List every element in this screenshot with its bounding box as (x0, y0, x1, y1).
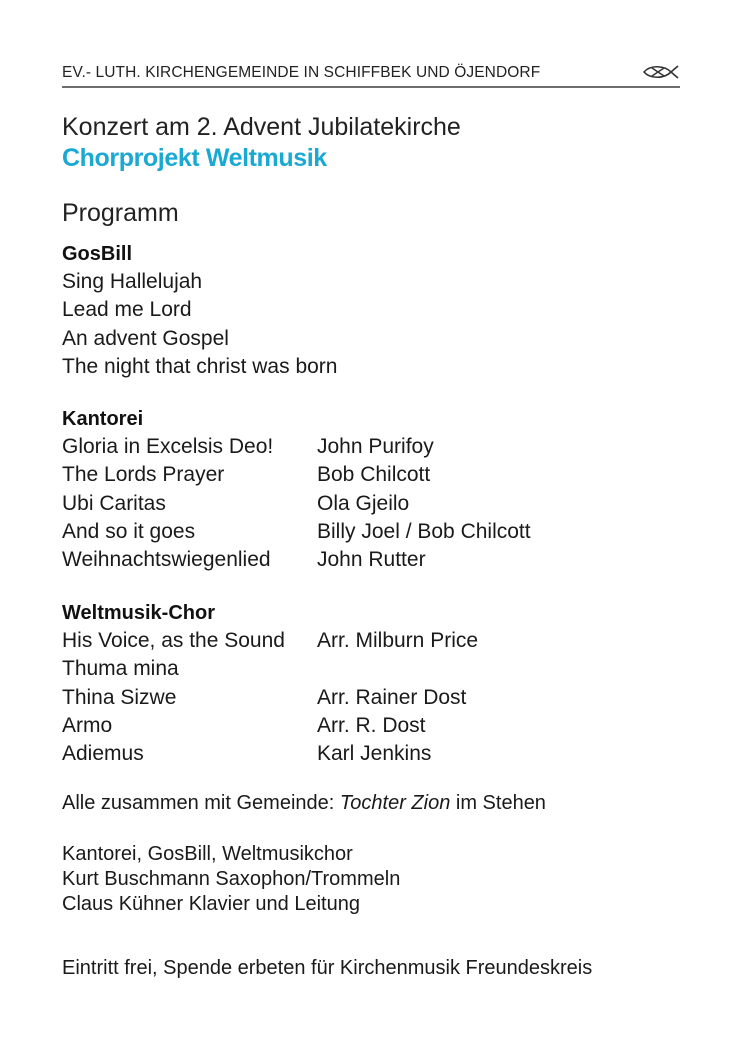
finale-song: Tochter Zion (339, 792, 451, 814)
program-item (62, 461, 702, 489)
program-item (62, 712, 702, 740)
song-arranger: Arr. R. Dost (317, 713, 426, 737)
song-composer: Karl Jenkins (317, 742, 432, 766)
song-composer: Bob Chilcott (317, 463, 431, 487)
song-title: An advent Gospel (62, 326, 229, 350)
program-item (62, 268, 702, 296)
program-item (62, 740, 702, 768)
song-title: Ubi Caritas (62, 491, 166, 515)
song-arranger: Arr. Milburn Price (317, 629, 479, 652)
song-composer: John Rutter (317, 548, 426, 572)
song-title: His Voice, as the Sound (62, 629, 285, 652)
page-header (62, 60, 680, 88)
concert-subtitle: Konzert am 2. Advent Jubilatekirche (62, 113, 461, 141)
song-title: And so it goes (62, 519, 196, 543)
song-title: Adiemus (62, 742, 144, 766)
section-gosbill (62, 240, 702, 381)
program-item (62, 655, 702, 683)
parish-name: EV.- LUTH. KIRCHENGEMEINDE IN SCHIFFBEK UND ÖJENDORF (62, 64, 541, 81)
song-title: Thuma mina (62, 657, 179, 681)
program-heading: Programm (62, 199, 179, 227)
section-kantorei (62, 405, 702, 574)
finale-line (62, 792, 546, 815)
section-heading: Weltmusik-Chor (62, 602, 215, 624)
program-item (62, 546, 702, 574)
program-item (62, 296, 702, 324)
song-arranger: Arr. Rainer Dost (317, 685, 467, 709)
finale-suffix: im Stehen (450, 792, 546, 814)
section-heading: Kantorei (62, 408, 144, 430)
song-title: Gloria in Excelsis Deo! (62, 435, 274, 458)
program-item (62, 325, 702, 353)
song-composer: Billy Joel / Bob Chilcott (317, 519, 531, 543)
performer-credits (62, 842, 400, 917)
program-item (62, 353, 702, 381)
credit-line: Claus Kühner Klavier und Leitung (62, 893, 360, 915)
song-title: Thina Sizwe (62, 685, 177, 709)
program-item (62, 627, 702, 655)
section-weltmusik-chor (62, 599, 702, 768)
concert-title: Chorprojekt Weltmusik (62, 144, 327, 172)
song-composer: Ola Gjeilo (317, 491, 410, 515)
song-title: Armo (62, 713, 113, 737)
fish-cross-icon (640, 62, 680, 82)
song-title: Weihnachtswiegenlied (62, 548, 271, 572)
program-item (62, 518, 702, 546)
footer-note: Eintritt frei, Spende erbeten für Kirchenmusik Freundeskreis (62, 957, 593, 979)
program-item (62, 490, 702, 518)
song-title: The Lords Prayer (62, 463, 225, 487)
song-title: Sing Hallelujah (62, 270, 203, 293)
song-title: Lead me Lord (62, 298, 192, 322)
program-item (62, 433, 702, 461)
section-heading: GosBill (62, 243, 133, 265)
song-title: The night that christ was born (62, 354, 338, 378)
finale-prefix: Alle zusammen mit Gemeinde: (62, 792, 340, 814)
song-composer: John Purifoy (317, 435, 434, 458)
credit-line: Kantorei, GosBill, Weltmusikchor (62, 843, 353, 865)
program-item (62, 684, 702, 712)
credit-line: Kurt Buschmann Saxophon/Trommeln (62, 868, 401, 890)
